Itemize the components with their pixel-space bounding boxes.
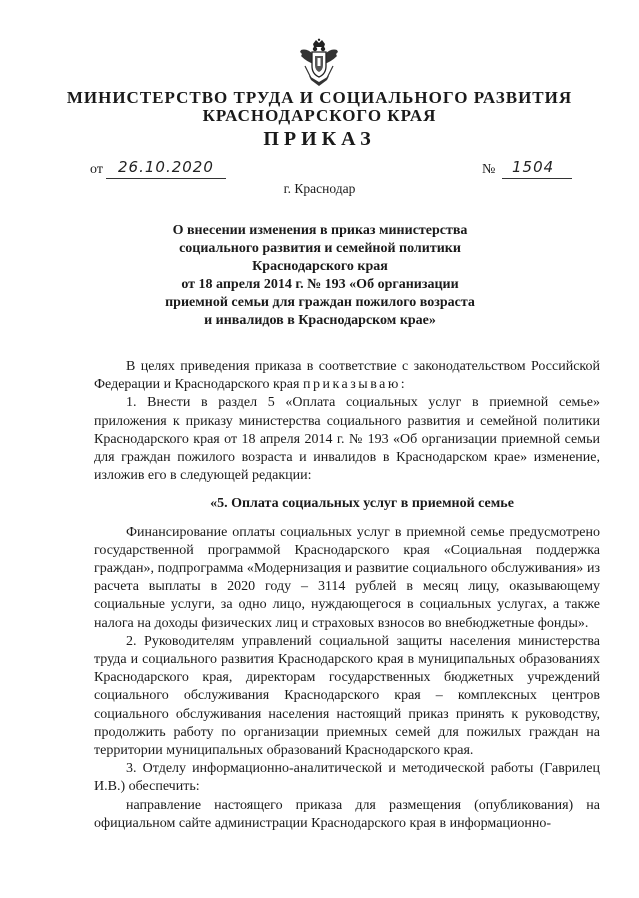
title-line: социального развития и семейной политики xyxy=(179,241,461,256)
preamble-colon: : xyxy=(400,377,405,393)
title-line: О внесении изменения в приказ министерства xyxy=(172,223,468,238)
financing-paragraph: Финансирование оплаты социальных услуг в приемной семье предусмотрено государственной программой Краснодарского края «Социальная поддержка граждан», подпрограмма «Модернизация и развитие социального обслуживания» из расчета выплаты в 2020 году – 3114 рублей в месяц лицу, оказывающему социальные услуги, за одно лицо, нуждающегося в социальных услугах, а также налога на доходы физических лиц и страховых взносов во внебюджетные фонды». xyxy=(94,524,600,631)
title-line: приемной семьи для граждан пожилого возраста xyxy=(165,295,475,310)
document-type-heading: ПРИКАЗ xyxy=(263,128,376,150)
title-line: от 18 апреля 2014 г. № 193 «Об организации xyxy=(181,277,459,292)
title-line: Краснодарского края xyxy=(252,259,388,274)
number-underline xyxy=(502,178,572,179)
date-field xyxy=(90,158,214,178)
order-body xyxy=(94,358,600,833)
ministry-name-line1: МИНИСТЕРСТВО ТРУДА И СОЦИАЛЬНОГО РАЗВИТИЯ xyxy=(66,88,573,107)
date-prefix: от xyxy=(90,162,103,177)
ministry-name-line2: КРАСНОДАРСКОГО КРАЯ xyxy=(202,106,437,125)
publication-paragraph: направление настоящего приказа для размещения (опубликования) на официальном сайте администрации Краснодарского края в информационно- xyxy=(94,797,600,831)
title-line: и инвалидов в Краснодарском крае» xyxy=(204,313,436,328)
number-prefix: № xyxy=(482,162,496,177)
coat-of-arms-icon xyxy=(297,38,341,88)
order-title xyxy=(130,222,510,330)
clause-2-paragraph: 2. Руководителям управлений социальной защиты населения министерства труда и социального развития Краснодарского края в муниципальных образованиях Краснодарского края, директорам государственных бюджетных учреждений социального обслуживания Краснодарского края – комплексных центров социального обслуживания населения настоящий приказ принять к руководству, продолжить работу по организации приемных семей для пожилых граждан на территории муниципальных образований Краснодарского края. xyxy=(94,633,600,759)
section-5-heading: «5. Оплата социальных услуг в приемной семье xyxy=(210,496,514,512)
date-underline xyxy=(106,178,226,179)
clause-1-paragraph: 1. Внести в раздел 5 «Оплата социальных услуг в приемной семье» приложения к приказу министерства социального развития и семейной политики Краснодарского края от 18 апреля 2014 г. № 193 «Об организации приемной семьи для граждан пожилого возраста и инвалидов в Краснодарском крае» изменение, изложив его в следующей редакции: xyxy=(94,395,600,484)
order-keyword: приказываю xyxy=(302,377,401,393)
city-line: г. Краснодар xyxy=(283,181,356,196)
clause-3-paragraph: 3. Отделу информационно-аналитической и методической работы (Гаврилец И.В.) обеспечить: xyxy=(94,761,600,795)
preamble-paragraph xyxy=(94,358,600,394)
coat-of-arms-emblem xyxy=(297,38,341,88)
preamble-text: В целях приведения приказа в соответствие с законодательством Российской Федерации и Краснодарского края xyxy=(94,359,600,393)
date-handwritten: 26.10.2020 xyxy=(118,158,214,176)
number-field xyxy=(482,158,555,178)
number-handwritten: 1504 xyxy=(512,158,555,176)
